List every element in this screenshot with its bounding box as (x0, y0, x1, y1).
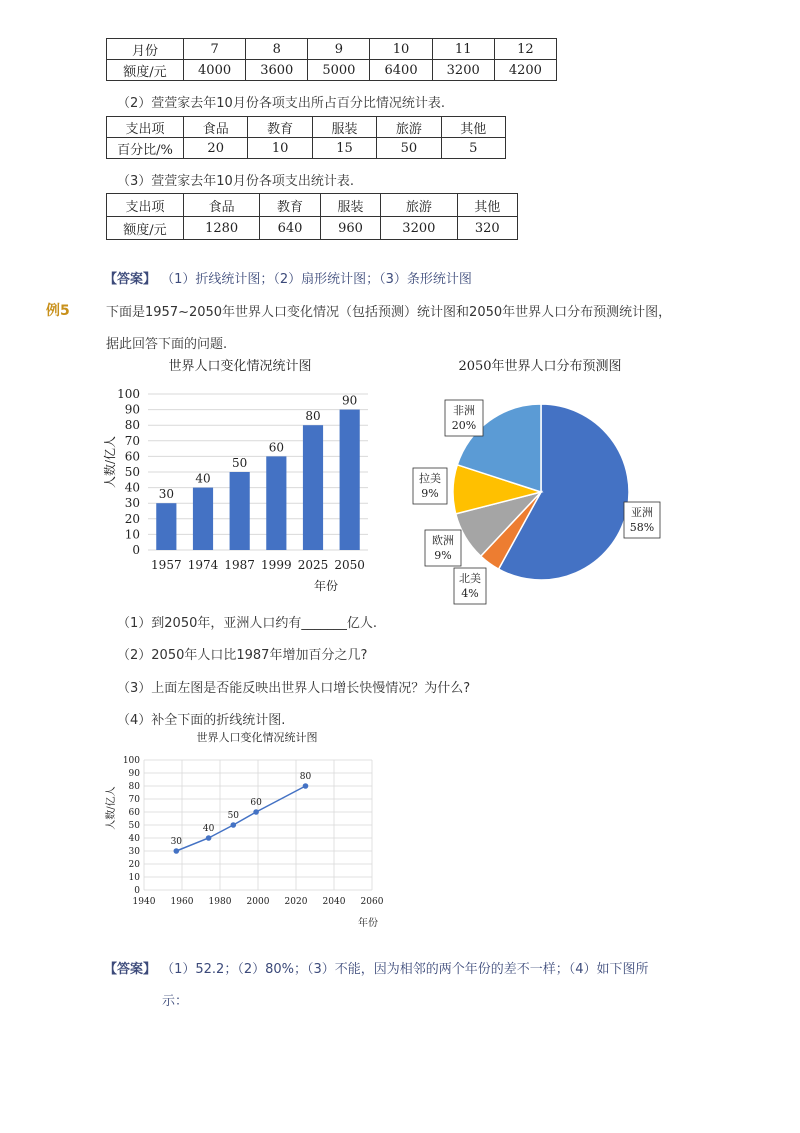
table-cell: 食品 (184, 194, 260, 217)
table-cell: 6400 (370, 60, 432, 81)
bar (340, 410, 360, 550)
table-header-row (107, 194, 518, 217)
bar (156, 503, 176, 550)
bar (230, 472, 250, 550)
bar (193, 488, 213, 550)
table-cell: 50 (377, 138, 441, 159)
y-tick-label: 60 (124, 449, 140, 464)
y-tick-label: 60 (128, 808, 140, 818)
chart-title: 2050年世界人口分布预测图 (458, 359, 622, 374)
data-point (206, 835, 212, 841)
answer-text: （1）折线统计图；（2）扇形统计图；（3）条形统计图 (161, 272, 472, 287)
slice-name-label: 拉美 (419, 472, 441, 485)
table-cell: 其他 (457, 194, 518, 217)
data-label: 30 (170, 837, 183, 847)
y-tick-label: 80 (124, 418, 140, 433)
x-tick-label: 2040 (322, 897, 346, 907)
table-row (107, 217, 518, 240)
percentage-table (106, 116, 506, 159)
data-label: 80 (305, 409, 321, 424)
table-cell: 15 (312, 138, 376, 159)
table-cell: 额度/元 (107, 60, 184, 81)
table-cell: 20 (184, 138, 248, 159)
table-cell: 服装 (312, 117, 376, 138)
y-axis-label: 人数/亿人 (106, 786, 117, 830)
data-label: 60 (250, 798, 262, 808)
population-line-chart (100, 726, 400, 936)
question-3: （3）上面左图是否能反映出世界人口增长快慢情况？为什么? (117, 681, 471, 696)
table-cell: 其他 (441, 117, 505, 138)
question-1: （1）到2050年，亚洲人口约有_______亿人. (117, 616, 377, 631)
data-label: 40 (202, 824, 215, 834)
slice-value-label: 9% (421, 487, 439, 500)
population-pie-chart (405, 350, 665, 605)
expense-table (106, 193, 518, 240)
population-bar-chart (100, 350, 380, 600)
monthly-expense-table (106, 38, 557, 81)
chart-title: 世界人口变化情况统计图 (196, 731, 318, 744)
slice-value-label: 20% (451, 419, 477, 432)
y-tick-label: 0 (132, 543, 140, 557)
table-cell: 支出项 (107, 117, 184, 138)
example-text-line2: 据此回答下面的问题. (106, 337, 228, 352)
table-cell: 12 (494, 39, 556, 60)
answer-text: （1）52.2；（2）80%；（3）不能，因为相邻的两个年份的差不一样；（4）如下图所 (161, 962, 649, 977)
table-cell: 3200 (432, 60, 494, 81)
table-cell: 5 (441, 138, 505, 159)
table-cell: 1280 (184, 217, 260, 240)
slice-name-label: 欧洲 (432, 534, 454, 547)
y-tick-label: 90 (124, 402, 140, 417)
answer-block-2 (104, 958, 649, 977)
slice-name-label: 亚洲 (631, 506, 653, 519)
bar (266, 456, 286, 550)
y-tick-label: 100 (117, 387, 140, 401)
data-point (253, 809, 259, 815)
slice-value-label: 58% (629, 521, 655, 534)
table-cell: 旅游 (377, 117, 441, 138)
y-tick-label: 70 (128, 795, 140, 805)
table-row (107, 60, 557, 81)
table-cell: 960 (320, 217, 380, 240)
table-cell: 8 (246, 39, 308, 60)
x-tick-label: 1974 (187, 558, 219, 572)
y-tick-label: 100 (122, 756, 140, 766)
x-tick-label: 1957 (151, 558, 182, 572)
table-cell: 服装 (320, 194, 380, 217)
y-tick-label: 10 (128, 873, 140, 883)
y-tick-label: 50 (128, 821, 140, 831)
answer-block-1 (104, 268, 472, 287)
table-cell: 月份 (107, 39, 184, 60)
y-tick-label: 10 (124, 527, 140, 542)
answer-text-line2: 示： (162, 994, 189, 1009)
data-label: 30 (158, 487, 174, 502)
x-tick-label: 1980 (208, 897, 232, 907)
table-cell: 教育 (260, 194, 320, 217)
table-cell: 旅游 (381, 194, 457, 217)
table-cell: 5000 (308, 60, 370, 81)
data-point (174, 848, 180, 854)
table-cell: 教育 (248, 117, 312, 138)
x-tick-label: 1940 (132, 897, 156, 907)
data-label: 50 (227, 811, 240, 821)
x-tick-label: 2060 (360, 897, 384, 907)
slice-value-label: 4% (461, 587, 479, 600)
table-cell: 额度/元 (107, 217, 184, 240)
table-cell: 11 (432, 39, 494, 60)
y-tick-label: 90 (128, 769, 140, 779)
slice-name-label: 北美 (459, 572, 481, 585)
data-label: 90 (342, 393, 358, 408)
slice-value-label: 9% (434, 549, 452, 562)
data-label: 40 (195, 471, 211, 486)
table-cell: 10 (370, 39, 432, 60)
y-tick-label: 30 (128, 847, 140, 857)
table-cell: 640 (260, 217, 320, 240)
data-label: 60 (268, 440, 284, 455)
y-tick-label: 30 (124, 496, 140, 511)
slice-name-label: 非洲 (453, 404, 475, 417)
table-cell: 4200 (494, 60, 556, 81)
table-cell: 4000 (184, 60, 246, 81)
data-label: 50 (232, 456, 248, 470)
table-header-row (107, 117, 506, 138)
x-tick-label: 2050 (334, 558, 365, 572)
data-point (303, 783, 309, 789)
table-cell: 9 (308, 39, 370, 60)
bar (303, 425, 323, 550)
table-cell: 3200 (381, 217, 457, 240)
x-tick-label: 2000 (246, 897, 270, 907)
table-cell: 百分比/% (107, 138, 184, 159)
data-label: 80 (299, 772, 312, 782)
table-header-row (107, 39, 557, 60)
question-2: （2）2050年人口比1987年增加百分之几? (117, 648, 368, 663)
table2-caption: （2）萱萱家去年10月份各项支出所占百分比情况统计表. (117, 96, 445, 111)
table-cell: 10 (248, 138, 312, 159)
x-tick-label: 1999 (261, 558, 292, 572)
y-tick-label: 70 (124, 433, 140, 448)
x-axis-label: 年份 (358, 918, 378, 929)
x-tick-label: 1987 (224, 558, 255, 572)
table-cell: 支出项 (107, 194, 184, 217)
y-axis-label: 人数/亿人 (103, 435, 117, 489)
table-cell: 食品 (184, 117, 248, 138)
x-tick-label: 1960 (170, 897, 194, 907)
y-tick-label: 50 (124, 465, 140, 479)
example-text-line1: 下面是1957~2050年世界人口变化情况（包括预测）统计图和2050年世界人口分布预测统计图， (106, 305, 672, 320)
y-tick-label: 40 (128, 834, 140, 844)
table-cell: 320 (457, 217, 518, 240)
series-line (176, 786, 305, 851)
answer-label: 【答案】 (104, 962, 157, 977)
table-cell: 3600 (246, 60, 308, 81)
chart-title: 世界人口变化情况统计图 (168, 359, 312, 374)
y-tick-label: 0 (134, 886, 140, 896)
example-label: 例5 (46, 303, 70, 319)
table-cell: 7 (184, 39, 246, 60)
y-tick-label: 40 (124, 480, 140, 495)
table3-caption: （3）萱萱家去年10月份各项支出统计表. (117, 174, 354, 189)
question-4: （4）补全下面的折线统计图. (117, 713, 286, 728)
x-tick-label: 2020 (284, 897, 308, 907)
x-axis-label: 年份 (313, 579, 339, 593)
answer-label: 【答案】 (104, 272, 157, 287)
table-row (107, 138, 506, 159)
y-tick-label: 20 (128, 860, 140, 870)
x-tick-label: 2025 (297, 558, 329, 572)
y-tick-label: 20 (124, 511, 140, 526)
y-tick-label: 80 (128, 782, 140, 792)
data-point (231, 822, 237, 828)
